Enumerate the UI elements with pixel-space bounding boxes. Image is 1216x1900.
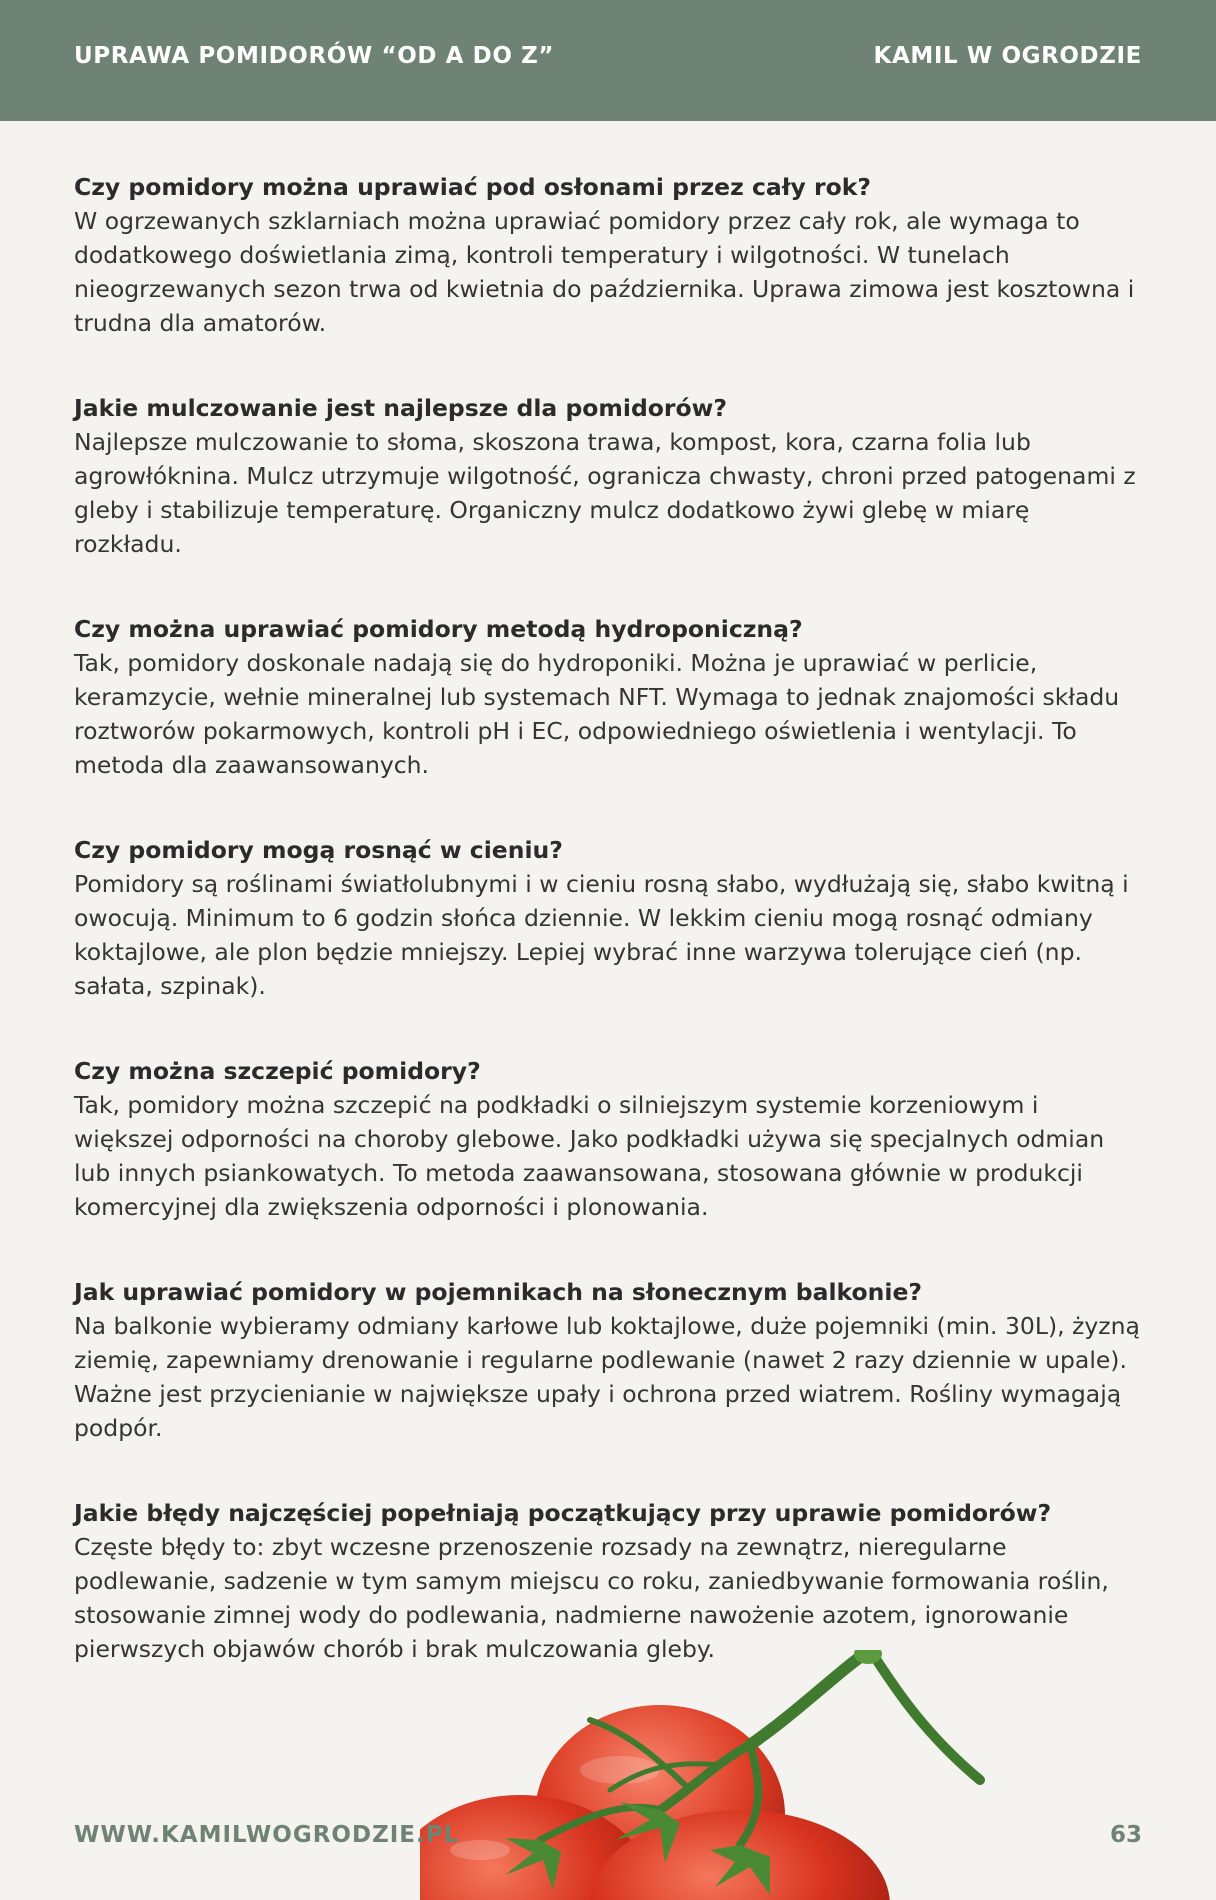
document-title: UPRAWA POMIDORÓW “OD A DO Z” [74, 43, 555, 69]
tomato-cluster-icon [420, 1650, 1216, 1900]
faq-answer: Częste błędy to: zbyt wczesne przenoszenie rozsady na zewnątrz, nieregularne podlewanie, sadzenie w tym samym miejscu co roku, zaniedbywanie formowania roślin, stosowanie zimnej wody do podlewania, nadmierne nawożenie azotem, ignorowanie pierwszych objawów chorób i brak mulczowania gleby. [74, 1533, 1109, 1663]
faq-item [74, 1054, 1142, 1224]
author-name: KAMIL W OGRODZIE [873, 43, 1142, 69]
page-number: 63 [1109, 1822, 1142, 1848]
faq-item [74, 1496, 1142, 1666]
faq-question: Czy pomidory mogą rosnąć w cieniu? [74, 836, 563, 864]
faq-question: Jakie mulczowanie jest najlepsze dla pomidorów? [74, 394, 728, 422]
faq-answer: W ogrzewanych szklarniach można uprawiać pomidory przez cały rok, ale wymaga to dodatkowego doświetlania zimą, kontroli temperatury i wilgotności. W tunelach nieogrzewanych sezon trwa od kwietnia do października. Uprawa zimowa jest kosztowna i trudna dla amatorów. [74, 207, 1135, 337]
faq-answer: Tak, pomidory doskonale nadają się do hydroponiki. Można je uprawiać w perlicie, keramzycie, wełnie mineralnej lub systemach NFT. Wymaga to jednak znajomości składu roztworów pokarmowych, kontroli pH i EC, odpowiedniego oświetlenia i wentylacji. To metoda dla zaawansowanych. [74, 649, 1120, 779]
faq-answer: Na balkonie wybieramy odmiany karłowe lub koktajlowe, duże pojemniki (min. 30L), żyzną ziemię, zapewniamy drenowanie i regularne podlewanie (nawet 2 razy dziennie w upale). Ważne jest przycienianie w największe upały i ochrona przed wiatrem. Rośliny wymagają podpór. [74, 1312, 1140, 1442]
faq-item [74, 833, 1142, 1003]
faq-question: Czy można uprawiać pomidory metodą hydroponiczną? [74, 615, 803, 643]
faq-question: Jak uprawiać pomidory w pojemnikach na słonecznym balkonie? [74, 1278, 923, 1306]
faq-item [74, 612, 1142, 782]
faq-item [74, 391, 1142, 561]
page-header [0, 0, 1216, 121]
faq-answer: Najlepsze mulczowanie to słoma, skoszona trawa, kompost, kora, czarna folia lub agrowłóknina. Mulcz utrzymuje wilgotność, ogranicza chwasty, chroni przed patogenami z gleby i stabilizuje temperaturę. Organiczny mulcz dodatkowo żywi glebę w miarę rozkładu. [74, 428, 1136, 558]
faq-item [74, 1275, 1142, 1445]
faq-answer: Pomidory są roślinami światłolubnymi i w cieniu rosną słabo, wydłużają się, słabo kwitną i owocują. Minimum to 6 godzin słońca dziennie. W lekkim cieniu mogą rosnąć odmiany koktajlowe, ale plon będzie mniejszy. Lepiej wybrać inne warzywa tolerujące cień (np. sałata, szpinak). [74, 870, 1129, 1000]
faq-question: Czy można szczepić pomidory? [74, 1057, 481, 1085]
faq-answer: Tak, pomidory można szczepić na podkładki o silniejszym systemie korzeniowym i większej odporności na choroby glebowe. Jako podkładki używa się specjalnych odmian lub innych psiankowatych. To metoda zaawansowana, stosowana głównie w produkcji komercyjnej dla zwiększenia odporności i plonowania. [74, 1091, 1105, 1221]
faq-question: Jakie błędy najczęściej popełniają początkujący przy uprawie pomidorów? [74, 1499, 1052, 1527]
faq-question: Czy pomidory można uprawiać pod osłonami przez cały rok? [74, 173, 871, 201]
faq-item [74, 170, 1142, 340]
website-url: WWW.KAMILWOGRODZIE.PL [74, 1822, 460, 1848]
faq-list [74, 170, 1142, 1717]
